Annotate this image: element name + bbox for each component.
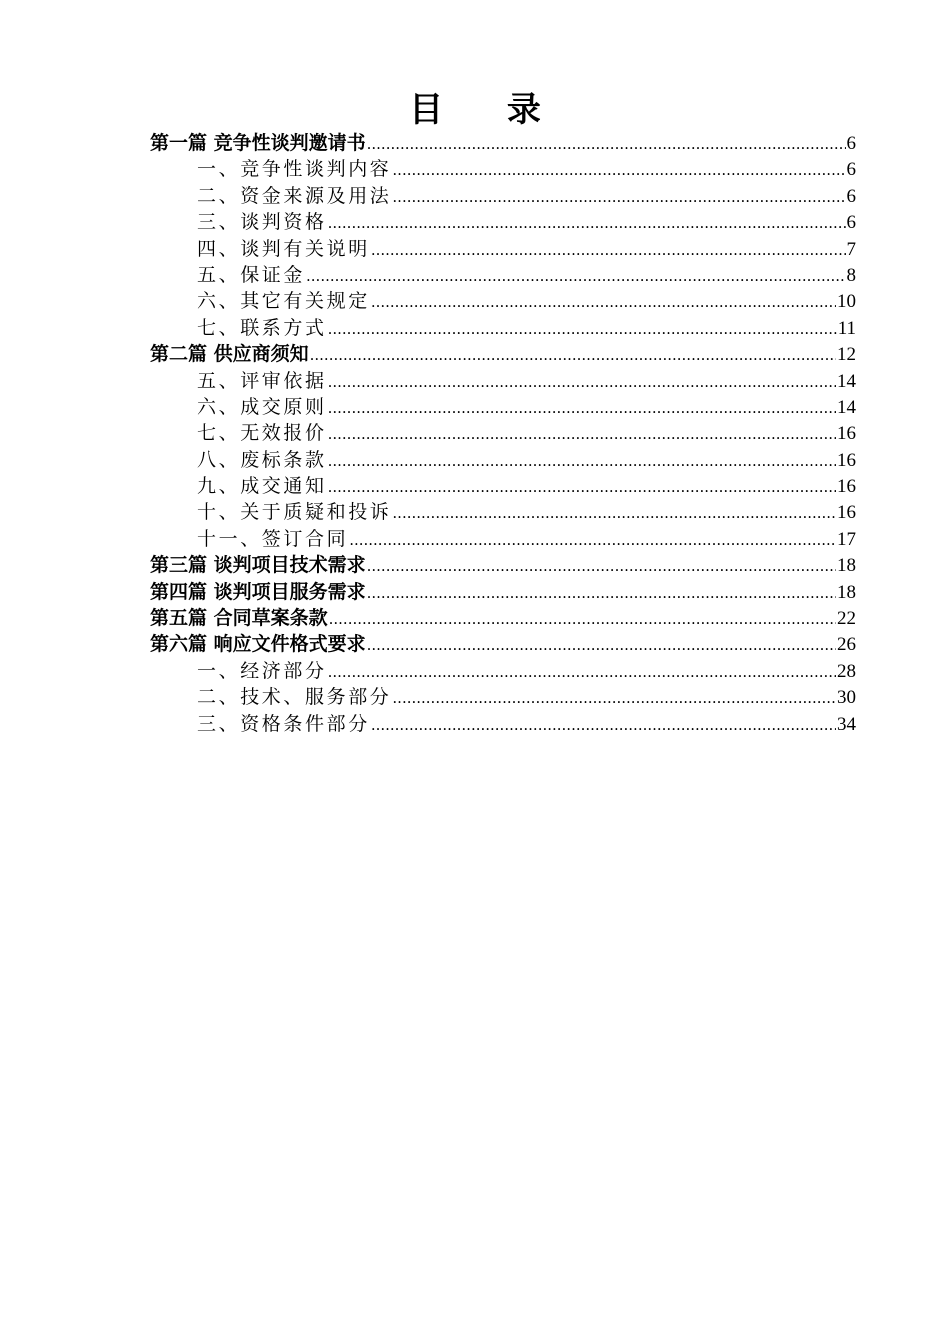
toc-entry-label: 十一、签订合同 <box>197 527 349 550</box>
toc-dot-leader <box>349 527 836 553</box>
toc-chapter-entry[interactable] <box>150 605 856 631</box>
toc-entry-label: 六、其它有关规定 <box>197 290 370 313</box>
toc-page-number: 17 <box>837 528 856 550</box>
toc-page-number: 30 <box>837 687 856 709</box>
toc-page-number: 6 <box>846 159 856 181</box>
toc-entry-label: 第六篇 响应文件格式要求 <box>150 633 366 656</box>
toc-dot-leader <box>392 500 836 526</box>
toc-section-entry[interactable] <box>150 394 856 420</box>
toc-entry-label: 第二篇 供应商须知 <box>150 343 309 366</box>
toc-entry-label: 二、资金来源及用法 <box>197 184 392 207</box>
toc-dot-leader <box>371 712 836 738</box>
toc-entry-label: 五、保证金 <box>197 263 306 286</box>
toc-dot-leader <box>306 263 845 289</box>
toc-dot-leader <box>328 659 836 685</box>
toc-dot-leader <box>367 632 836 658</box>
toc-dot-leader <box>328 421 836 447</box>
toc-section-entry[interactable] <box>150 684 856 710</box>
toc-dot-leader <box>328 210 846 236</box>
toc-dot-leader <box>328 369 836 395</box>
toc-entry-label: 一、经济部分 <box>197 659 327 682</box>
toc-dot-leader <box>310 342 836 368</box>
toc-dot-leader <box>329 606 836 632</box>
toc-section-entry[interactable] <box>150 711 856 737</box>
toc-section-entry[interactable] <box>150 420 856 446</box>
toc-dot-leader <box>328 316 837 342</box>
toc-entry-label: 四、谈判有关说明 <box>197 237 370 260</box>
toc-entry-label: 八、废标条款 <box>197 448 327 471</box>
toc-dot-leader <box>371 237 846 263</box>
toc-page-number: 16 <box>837 449 856 471</box>
toc-entry-label: 七、联系方式 <box>197 316 327 339</box>
toc-dot-leader <box>328 474 836 500</box>
toc-entry-label: 三、资格条件部分 <box>197 712 370 735</box>
toc-page-number: 11 <box>837 317 856 339</box>
toc-page-number: 22 <box>837 608 856 630</box>
toc-entry-label: 九、成交通知 <box>197 475 327 498</box>
toc-page-number: 6 <box>846 212 856 234</box>
toc-dot-leader <box>392 184 845 210</box>
toc-entry-label: 第一篇 竞争性谈判邀请书 <box>150 132 366 154</box>
table-of-contents <box>150 130 856 737</box>
toc-dot-leader <box>328 448 836 474</box>
toc-section-entry[interactable] <box>150 526 856 552</box>
toc-page-number: 16 <box>837 476 856 498</box>
toc-page-number: 34 <box>837 713 856 735</box>
toc-chapter-entry[interactable] <box>150 552 856 578</box>
toc-chapter-entry[interactable] <box>150 341 856 367</box>
toc-entry-label: 七、无效报价 <box>197 422 327 445</box>
toc-section-entry[interactable] <box>150 499 856 525</box>
toc-page-number: 16 <box>837 502 856 524</box>
toc-section-entry[interactable] <box>150 447 856 473</box>
toc-entry-label: 第四篇 谈判项目服务需求 <box>150 580 366 603</box>
toc-section-entry[interactable] <box>150 473 856 499</box>
toc-section-entry[interactable] <box>150 288 856 314</box>
toc-page-number: 18 <box>837 555 856 577</box>
toc-page-number: 7 <box>846 238 856 260</box>
toc-entry-label: 第五篇 合同草案条款 <box>150 607 328 630</box>
toc-page-number: 16 <box>837 423 856 445</box>
toc-section-entry[interactable] <box>150 183 856 209</box>
toc-page-number: 12 <box>837 344 856 366</box>
toc-chapter-entry[interactable] <box>150 130 856 156</box>
toc-page-number: 6 <box>846 185 856 207</box>
toc-entry-label: 六、成交原则 <box>197 395 327 418</box>
toc-section-entry[interactable] <box>150 209 856 235</box>
toc-page-number: 14 <box>837 370 856 392</box>
toc-entry-label: 第三篇 谈判项目技术需求 <box>150 554 366 577</box>
toc-section-entry[interactable] <box>150 315 856 341</box>
toc-page-number: 14 <box>837 396 856 418</box>
toc-page-number: 18 <box>837 581 856 603</box>
toc-dot-leader <box>392 157 845 183</box>
toc-section-entry[interactable] <box>150 156 856 182</box>
toc-section-entry[interactable] <box>150 262 856 288</box>
toc-dot-leader <box>371 289 836 315</box>
toc-entry-label: 十、关于质疑和投诉 <box>197 501 392 524</box>
toc-page-number: 28 <box>837 660 856 682</box>
toc-entry-label: 二、技术、服务部分 <box>197 686 392 709</box>
toc-entry-label: 五、评审依据 <box>197 369 327 392</box>
toc-title: 目 录 <box>409 90 567 130</box>
toc-page-number: 6 <box>846 133 856 154</box>
toc-page-number: 8 <box>846 264 856 286</box>
toc-page-number: 10 <box>837 291 856 313</box>
toc-dot-leader <box>328 395 836 421</box>
toc-dot-leader <box>367 131 846 157</box>
toc-chapter-entry[interactable] <box>150 631 856 657</box>
toc-section-entry[interactable] <box>150 368 856 394</box>
toc-section-entry[interactable] <box>150 236 856 262</box>
toc-entry-label: 一、竞争性谈判内容 <box>197 158 392 181</box>
toc-entry-label: 三、谈判资格 <box>197 211 327 234</box>
toc-dot-leader <box>392 685 836 711</box>
toc-page-number: 26 <box>837 634 856 656</box>
toc-dot-leader <box>367 553 836 579</box>
toc-section-entry[interactable] <box>150 658 856 684</box>
toc-dot-leader <box>367 580 836 606</box>
toc-chapter-entry[interactable] <box>150 579 856 605</box>
